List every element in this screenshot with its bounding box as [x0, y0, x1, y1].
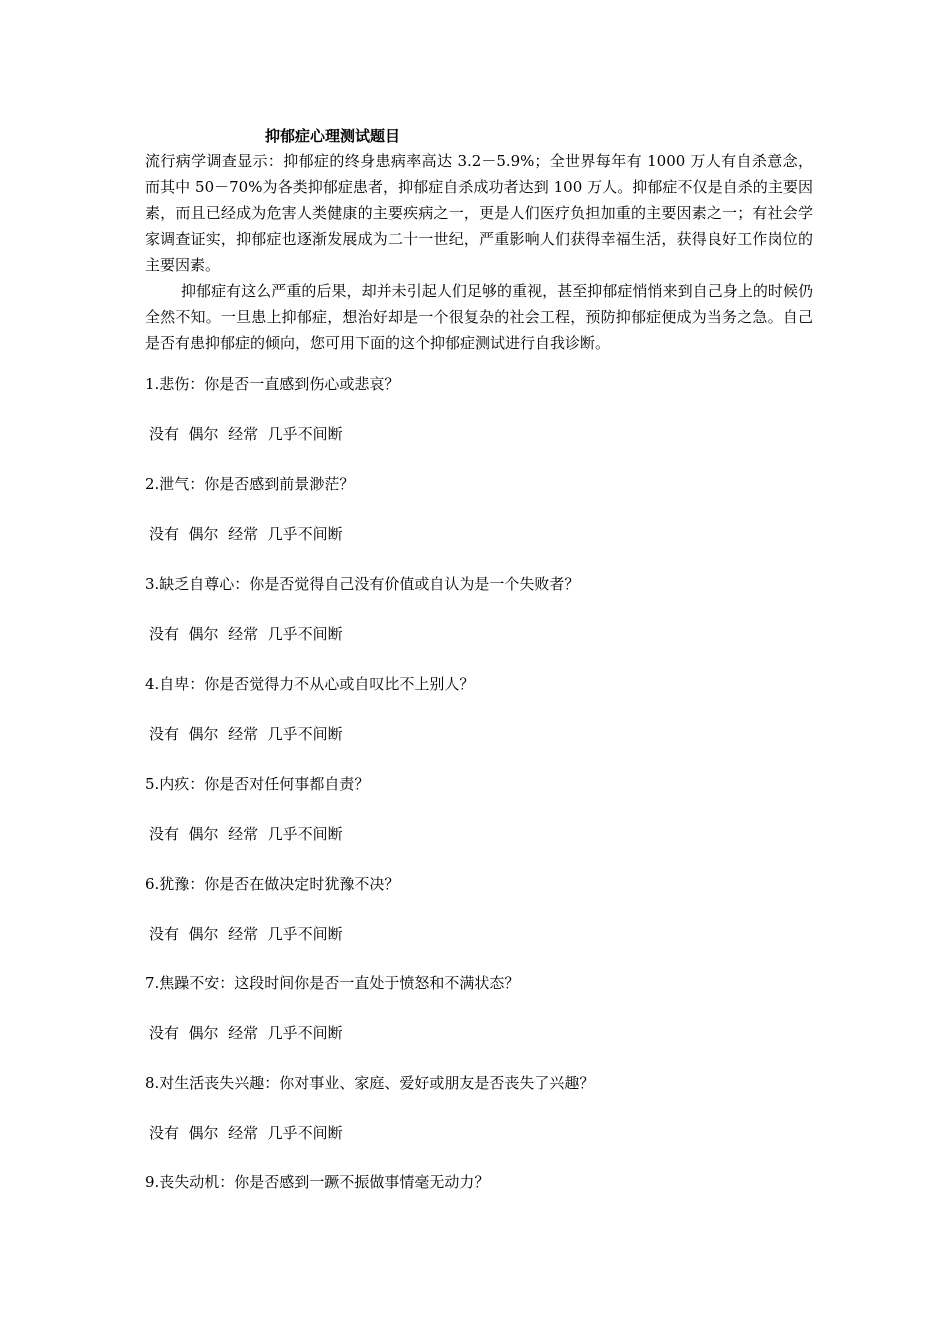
- question-2: 2.泄气：你是否感到前景渺茫？: [145, 475, 355, 493]
- question-7-options: 没有 偶尔 经常 几乎不间断: [149, 1024, 343, 1042]
- question-9: 9.丧失动机：你是否感到一蹶不振做事情毫无动力？: [145, 1173, 490, 1191]
- intro-text: [145, 148, 813, 356]
- question-4-options: 没有 偶尔 经常 几乎不间断: [149, 725, 343, 743]
- question-8: 8.对生活丧失兴趣：你对事业、家庭、爱好或朋友是否丧失了兴趣？: [145, 1074, 595, 1092]
- question-3-options: 没有 偶尔 经常 几乎不间断: [149, 625, 343, 643]
- question-3: 3.缺乏自尊心：你是否觉得自己没有价值或自认为是一个失败者？: [145, 575, 580, 593]
- question-4: 4.自卑：你是否觉得力不从心或自叹比不上别人？: [145, 675, 475, 693]
- intro-paragraph-2: 抑郁症有这么严重的后果，却并未引起人们足够的重视，甚至抑郁症悄悄来到自己身上的时候仍全然不知。一旦患上抑郁症，想治好却是一个很复杂的社会工程，预防抑郁症便成为当务之急。自己是否有患抑郁症的倾向，您可用下面的这个抑郁症测试进行自我诊断。: [145, 282, 813, 352]
- question-1-options: 没有 偶尔 经常 几乎不间断: [149, 425, 343, 443]
- question-2-options: 没有 偶尔 经常 几乎不间断: [149, 525, 343, 543]
- question-1: 1.悲伤：你是否一直感到伤心或悲哀？: [145, 375, 400, 393]
- question-8-options: 没有 偶尔 经常 几乎不间断: [149, 1124, 343, 1142]
- document-title: 抑郁症心理测试题目: [265, 127, 401, 145]
- question-5-options: 没有 偶尔 经常 几乎不间断: [149, 825, 343, 843]
- question-6: 6.犹豫：你是否在做决定时犹豫不决？: [145, 875, 400, 893]
- intro-paragraph-1: 流行病学调查显示：抑郁症的终身患病率高达 3.2－5.9%；全世界每年有 1000 万人有自杀意念，而其中 50－70%为各类抑郁症患者，抑郁症自杀成功者达到 100 万人。抑郁症不仅是自杀的主要因素，而且已经成为危害人类健康的主要疾病之一，更是人们医疗负担加重的主要因素之一；有社会学家调查证实，抑郁症也逐渐发展成为二十一世纪，严重影响人们获得幸福生活，获得良好工作岗位的主要因素。: [145, 152, 813, 274]
- question-5: 5.内疚：你是否对任何事都自责？: [145, 775, 370, 793]
- question-6-options: 没有 偶尔 经常 几乎不间断: [149, 925, 343, 943]
- question-7: 7.焦躁不安：这段时间你是否一直处于愤怒和不满状态？: [145, 974, 520, 992]
